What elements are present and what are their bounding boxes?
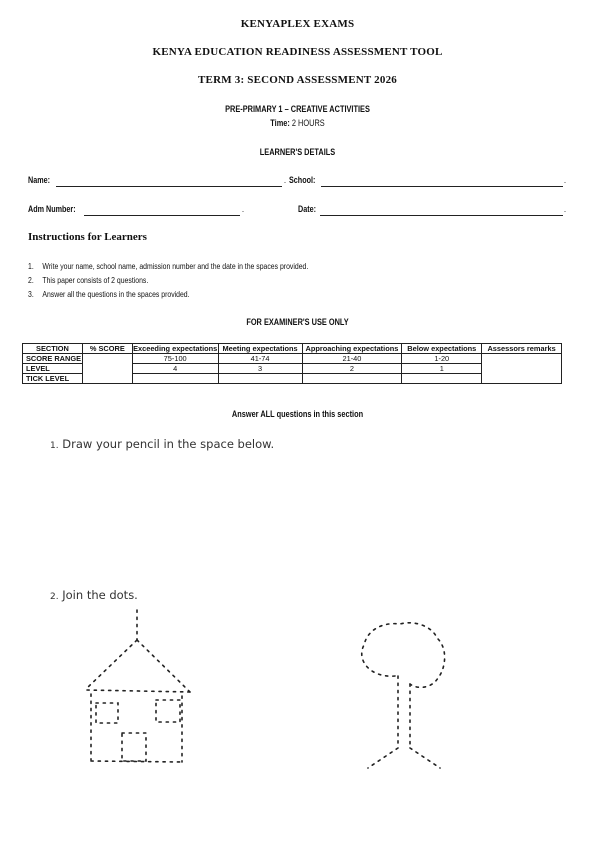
exam-title: KENYA EDUCATION READINESS ASSESSMENT TOOL xyxy=(152,46,443,58)
header-section: SECTION xyxy=(23,344,83,354)
instruction-item: 2. This paper consists of 2 questions. xyxy=(28,275,149,285)
time-value: 2 HOURS xyxy=(291,118,325,128)
question-text: Join the dots. xyxy=(62,588,138,602)
header-meeting: Meeting expectations xyxy=(218,344,302,354)
table-cell: 2 xyxy=(302,364,402,374)
question-number: 2. xyxy=(50,592,59,602)
subject-title: PRE-PRIMARY 1 – CREATIVE ACTIVITIES xyxy=(225,104,370,114)
exam-term: TERM 3: SECOND ASSESSMENT 2026 xyxy=(198,74,397,86)
name-label: Name: xyxy=(28,175,51,185)
section-title: Answer ALL questions in this section xyxy=(231,409,364,419)
instruction-item: 1. Write your name, school name, admission number and the date in the spaces provided. xyxy=(28,261,309,271)
adm-number-label: Adm Number: xyxy=(28,204,76,214)
header-score: % SCORE xyxy=(82,344,132,354)
question-text: Draw your pencil in the space below. xyxy=(62,437,275,451)
table-cell: 3 xyxy=(218,364,302,374)
table-cell: 1 xyxy=(402,364,482,374)
question-number: 1. xyxy=(50,441,59,451)
dotted-house[interactable] xyxy=(87,610,190,762)
instructions-title: Instructions for Learners xyxy=(28,231,147,243)
dotted-tree[interactable] xyxy=(362,623,445,768)
school-label: School: xyxy=(289,175,316,185)
exam-org: KENYAPLEX EXAMS xyxy=(240,18,355,30)
learner-details-heading: LEARNER'S DETAILS xyxy=(259,147,336,157)
header-below: Below expectations xyxy=(402,344,482,354)
date-label: Date: xyxy=(298,204,317,214)
table-cell: 41-74 xyxy=(218,354,302,364)
examiner-heading: FOR EXAMINER'S USE ONLY xyxy=(246,317,349,327)
header-approaching: Approaching expectations xyxy=(302,344,402,354)
header-remarks: Assessors remarks xyxy=(482,344,562,354)
instruction-item: 3. Answer all the questions in the spaces provided. xyxy=(28,289,190,299)
table-cell: 75-100 xyxy=(132,354,218,364)
row-label: SCORE RANGE xyxy=(23,354,83,364)
time-label: Time: xyxy=(270,118,290,128)
row-label: TICK LEVEL xyxy=(23,374,83,384)
header-exceeding: Exceeding expectations xyxy=(133,344,218,353)
table-cell: 4 xyxy=(132,364,218,374)
table-cell: 1-20 xyxy=(402,354,482,364)
table-cell: 21-40 xyxy=(302,354,402,364)
row-label: LEVEL xyxy=(23,364,83,374)
